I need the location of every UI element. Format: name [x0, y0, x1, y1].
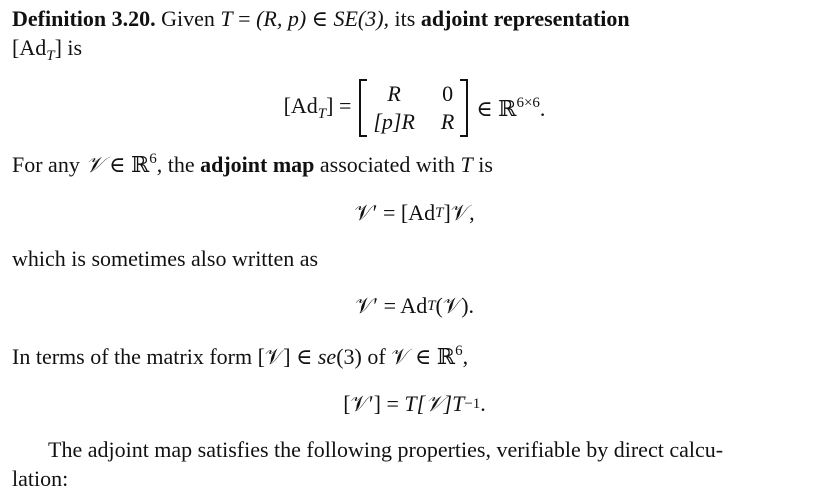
para4-sup: 6: [455, 343, 463, 359]
matrix-lhs-close: ] =: [326, 93, 352, 118]
para2-sup: 6: [149, 151, 157, 167]
eq2-lhs: 𝒱′ = [Ad: [354, 200, 436, 225]
eq2-sub: T: [435, 204, 444, 221]
eq3-rhs: (𝒱).: [435, 293, 475, 318]
pair-R-p: (R, p): [256, 6, 307, 31]
para2-in-R: ∈ ℝ: [109, 152, 150, 177]
matrix-cell-22: R: [440, 109, 455, 134]
definition-line2-tail: is: [67, 35, 83, 60]
matrix-cell-12: 0: [442, 81, 454, 106]
right-bracket: [460, 79, 468, 137]
equation-conjugation: [12, 389, 817, 419]
definition-heading: Definition 3.20.: [12, 6, 156, 31]
para5-line-1: The adjoint map satisfies the following properties, verifiable by direct calcu-: [48, 437, 724, 462]
para2-text-3: associated with: [319, 152, 455, 177]
eq3-lhs: 𝒱′ = Ad: [354, 293, 428, 318]
para4-text-2: (3) of 𝒱 ∈ ℝ: [336, 344, 456, 369]
matrix-equation: [12, 77, 817, 139]
para2-text-4: is: [478, 152, 493, 177]
para4-text-1: In terms of the matrix form [𝒱] ∈: [12, 344, 313, 369]
eq3-sub: T: [427, 297, 436, 314]
eq4-end: .: [480, 391, 486, 416]
matrix-rhs-sup: 6×6: [516, 94, 540, 111]
definition-text-2: its: [394, 6, 416, 31]
term-adjoint-map: adjoint map: [200, 152, 315, 177]
symbol-T: T: [220, 6, 233, 31]
para2-text-2: , the: [156, 152, 195, 177]
para5-line-2: lation:: [12, 466, 69, 491]
eq4-lhs: [𝒱′] =: [343, 391, 399, 416]
in-symbol: ∈: [311, 6, 328, 31]
definition-text: Given: [161, 6, 215, 31]
symbol-V: 𝒱: [85, 153, 104, 178]
document-page: [12, 4, 817, 493]
equation-adjoint-function: [12, 291, 817, 321]
para4-text-3: ,: [462, 344, 469, 369]
term-adjoint-representation: adjoint representation: [420, 6, 630, 31]
matrix-cell-11: R: [387, 81, 401, 106]
matrix-lhs: [284, 93, 352, 123]
eq4-rhs: T[𝒱]T: [404, 391, 465, 416]
para2-text-1: For any: [12, 152, 80, 177]
matrix-form-paragraph: [12, 337, 817, 371]
para2-symbol-T: T: [460, 152, 473, 177]
eq4-sup: −1: [464, 395, 481, 412]
adjoint-map-paragraph: [12, 145, 817, 180]
left-bracket: [359, 79, 367, 137]
matrix-rhs-text: ∈ ℝ: [476, 95, 517, 121]
matrix-lhs-sub: T: [317, 106, 327, 122]
matrix-cell-21: [p]R: [373, 109, 415, 134]
properties-paragraph: [12, 435, 817, 493]
alternate-notation-paragraph: [12, 244, 817, 273]
para3-text: which is sometimes also written as: [12, 246, 319, 271]
matrix: [359, 79, 468, 137]
algebra-se3: se: [317, 344, 337, 369]
matrix-body: [373, 80, 454, 136]
equals-sign: =: [238, 6, 251, 31]
group-SE3: SE(3),: [333, 6, 390, 31]
definition-paragraph: [12, 4, 817, 71]
matrix-lhs-text: [Ad: [283, 93, 318, 118]
matrix-rhs-end: .: [539, 95, 546, 121]
eq2-rhs: ]𝒱,: [443, 200, 475, 225]
matrix-rhs: [476, 95, 545, 122]
equation-adjoint-matrix: [12, 198, 817, 228]
ad-T-inline: $[Ad_T]$: [12, 35, 62, 64]
